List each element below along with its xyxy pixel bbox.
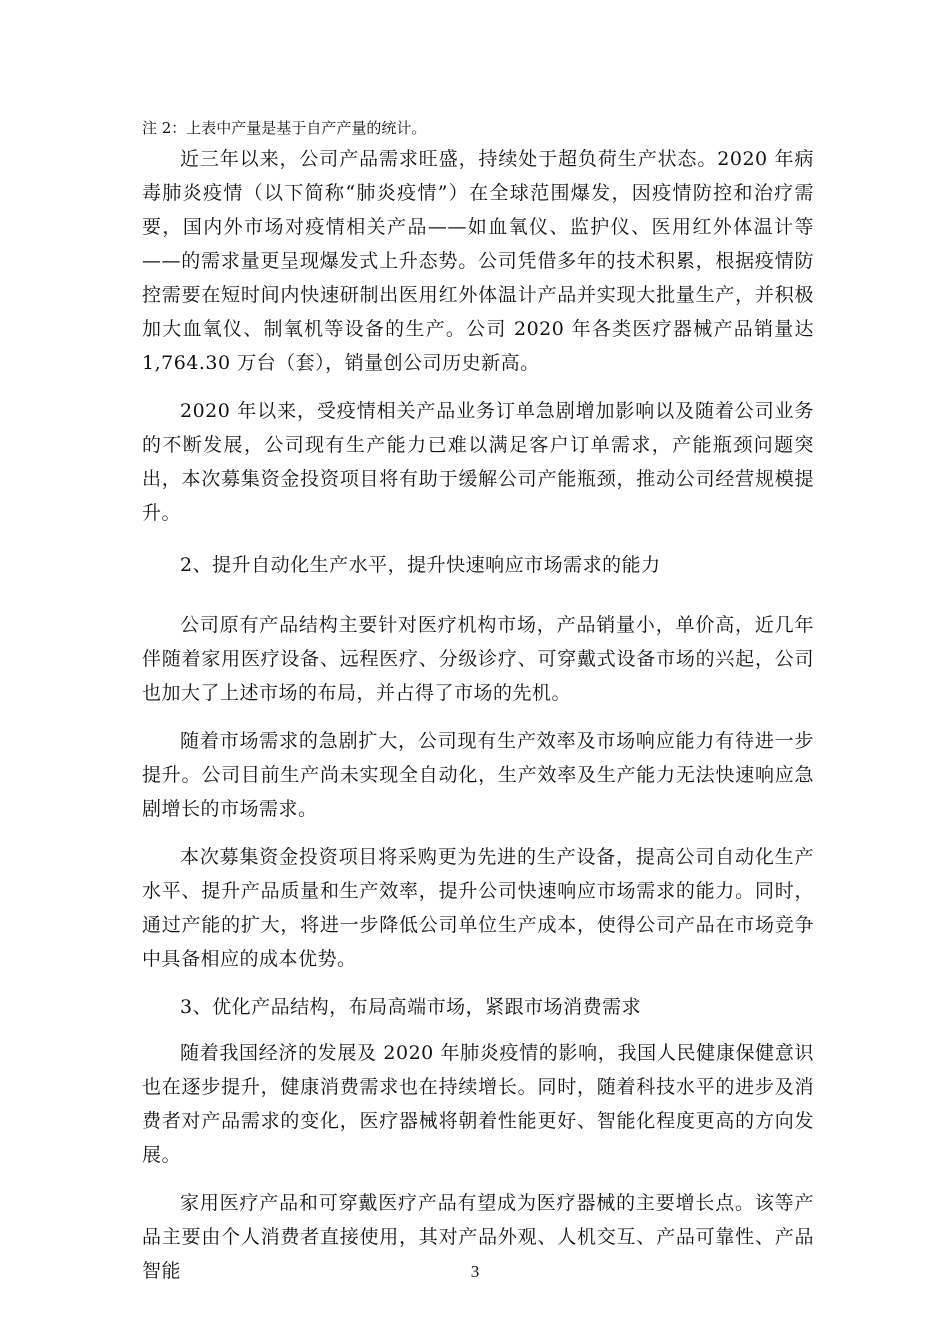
section-heading-2: 2、提升自动化生产水平，提升快速响应市场需求的能力 — [180, 554, 661, 576]
paragraph: 2020 年以来，受疫情相关产品业务订单急剧增加影响以及随着公司业务的不断发展，公司现有生产能力已难以满足客户订单需求，产能瓶颈问题突出，本次募集资金投资项目将有助于缓解公司产能瓶颈，推动公司经营规模提升。 — [142, 400, 814, 524]
paragraph: 随着我国经济的发展及 2020 年肺炎疫情的影响，我国人民健康保健意识也在逐步提升，健康消费需求也在持续增长。同时，随着科技水平的进步及消费者对产品需求的变化，医疗器械将朝着性能更好、智能化程度更高的方向发展。 — [142, 1042, 814, 1166]
page-number: 3 — [470, 1262, 480, 1281]
table-footnote: 注 2：上表中产量是基于自产产量的统计。 — [142, 119, 427, 137]
paragraph: 随着市场需求的急剧扩大，公司现有生产效率及市场响应能力有待进一步提升。公司目前生产尚未实现全自动化，生产效率及生产能力无法快速响应急剧增长的市场需求。 — [142, 730, 814, 820]
paragraph: 本次募集资金投资项目将采购更为先进的生产设备，提高公司自动化生产水平、提升产品质量和生产效率，提升公司快速响应市场需求的能力。同时，通过产能的扩大，将进一步降低公司单位生产成本，使得公司产品在市场竞争中具备相应的成本优势。 — [142, 846, 814, 970]
document-body — [142, 118, 814, 1302]
section-heading-3: 3、优化产品结构，布局高端市场，紧跟市场消费需求 — [180, 996, 642, 1018]
paragraph: 公司原有产品结构主要针对医疗机构市场，产品销量小，单价高，近几年伴随着家用医疗设备、远程医疗、分级诊疗、可穿戴式设备市场的兴起，公司也加大了上述市场的布局，并占得了市场的先机。 — [142, 614, 814, 704]
paragraph: 近三年以来，公司产品需求旺盛，持续处于超负荷生产状态。2020 年病毒肺炎疫情（以下简称“肺炎疫情”）在全球范围爆发，因疫情防控和治疗需要，国内外市场对疫情相关产品——如血氧仪、监护仪、医用红外体温计等——的需求量更呈现爆发式上升态势。公司凭借多年的技术积累，根据疫情防控需要在短时间内快速研制出医用红外体温计产品并实现大批量生产，并积极加大血氧仪、制氧机等设备的生产。公司 2020 年各类医疗器械产品销量达 1,764.30 万台（套），销量创公司历史新高。 — [142, 148, 814, 374]
paragraph: 家用医疗产品和可穿戴医疗产品有望成为医疗器械的主要增长点。该等产品主要由个人消费者直接使用，其对产品外观、人机交互、产品可靠性、产品智能 — [142, 1192, 814, 1282]
